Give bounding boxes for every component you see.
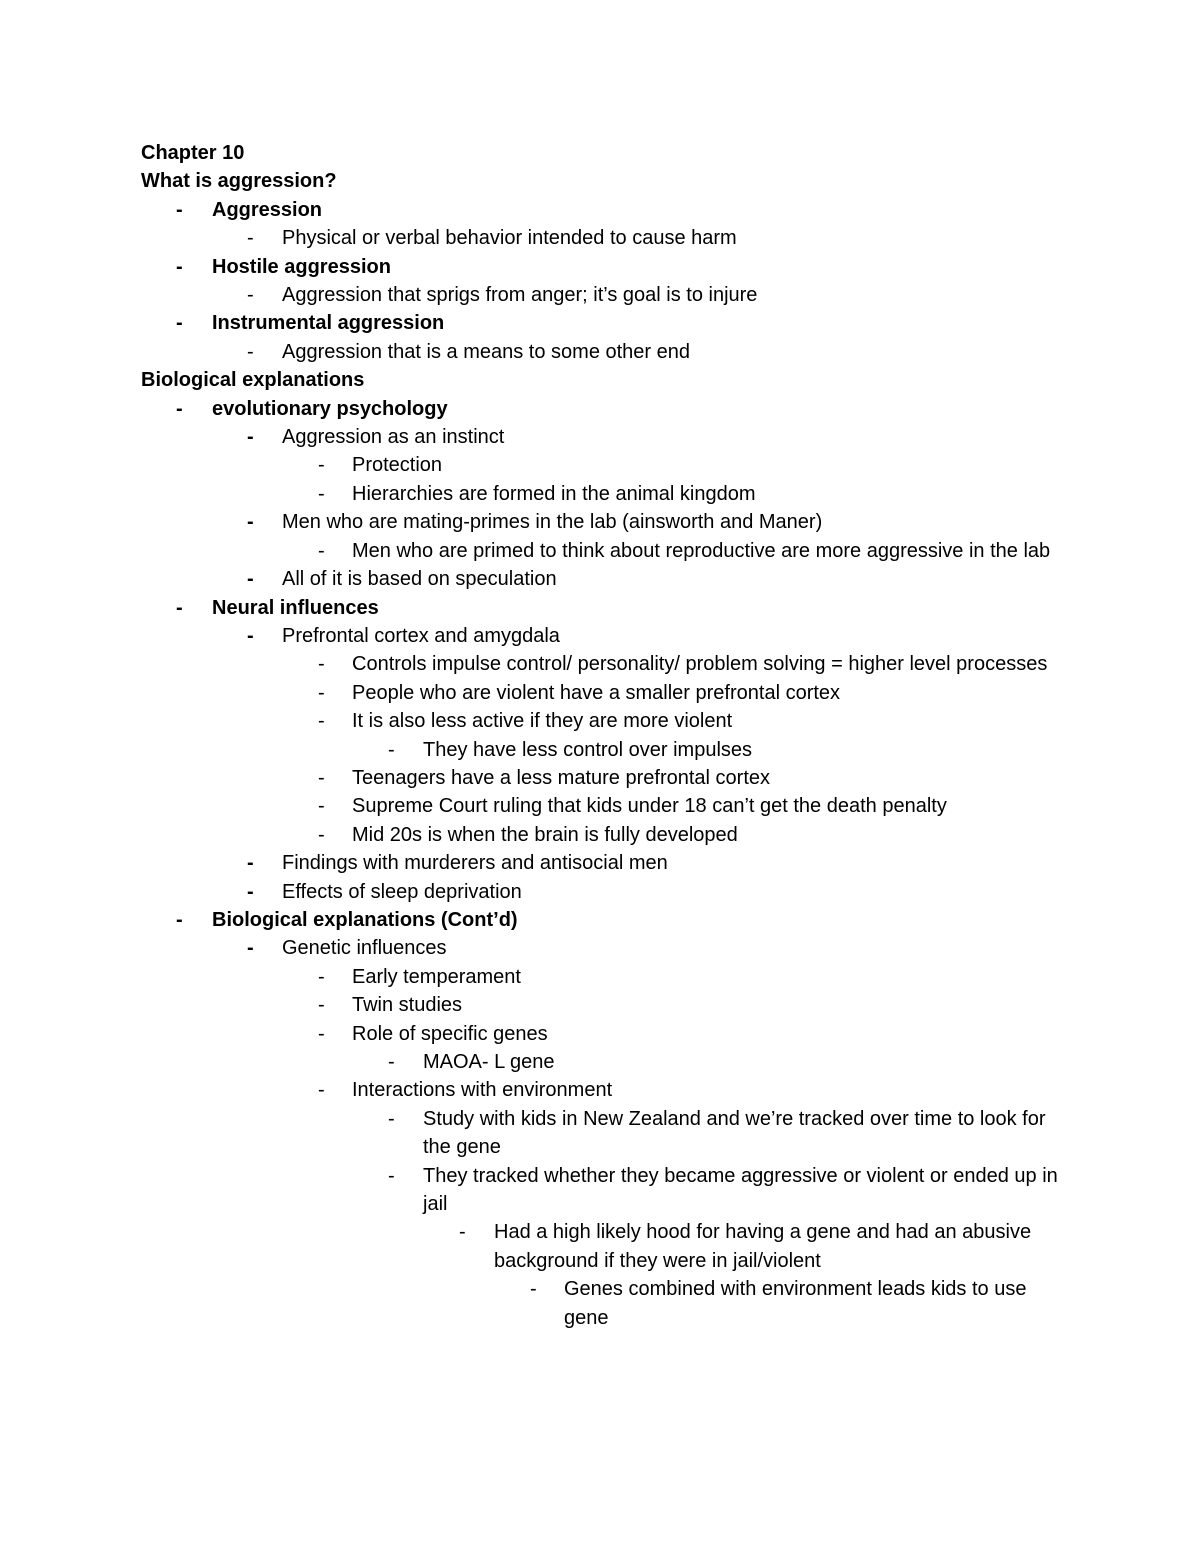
- line-text: Aggression that is a means to some other end: [282, 340, 691, 363]
- bullet-item-level-2: [141, 878, 1071, 906]
- line-text: Aggression that sprigs from anger; it’s goal is to injure: [282, 284, 758, 307]
- bullet-item-level-4: [141, 1162, 1071, 1219]
- bullet-dash: -: [247, 937, 254, 960]
- bullet-dash: -: [318, 1022, 325, 1045]
- line-text: Biological explanations (Cont’d): [212, 908, 518, 931]
- line-text: Early temperament: [352, 965, 521, 988]
- line-text: Hierarchies are formed in the animal kingdom: [352, 482, 756, 505]
- bullet-item-level-3: [141, 679, 1071, 707]
- bullet-dash: -: [247, 340, 254, 363]
- bullet-item-level-3: [141, 963, 1071, 991]
- bullet-dash: -: [247, 511, 254, 534]
- line-text: Mid 20s is when the brain is fully developed: [352, 823, 738, 846]
- bullet-dash: -: [388, 738, 395, 761]
- line-text: Supreme Court ruling that kids under 18 can’t get the death penalty: [352, 795, 947, 818]
- bullet-item-level-3: [141, 451, 1071, 479]
- heading-line: [141, 167, 1071, 195]
- bullet-dash: -: [247, 284, 254, 307]
- bullet-dash: -: [530, 1278, 537, 1301]
- bullet-item-level-1: [141, 906, 1071, 934]
- line-text: Aggression: [212, 198, 323, 221]
- bullet-item-level-2: [141, 338, 1071, 366]
- bullet-item-level-2: [141, 224, 1071, 252]
- heading-line: [141, 366, 1071, 394]
- line-text: Aggression as an instinct: [282, 426, 505, 449]
- line-text: Men who are mating-primes in the lab (ainsworth and Maner): [282, 511, 823, 534]
- bullet-dash: -: [176, 312, 183, 335]
- line-text: Hostile aggression: [212, 255, 391, 278]
- line-text: Biological explanations: [141, 369, 365, 392]
- line-text: Genes combined with environment leads kids to use gene: [564, 1278, 1027, 1329]
- line-text: Physical or verbal behavior intended to cause harm: [282, 227, 737, 250]
- bullet-item-level-1: [141, 594, 1071, 622]
- line-text: MAOA- L gene: [423, 1051, 555, 1073]
- bullet-item-level-3: [141, 707, 1071, 735]
- bullet-dash: -: [318, 994, 325, 1017]
- line-text: They tracked whether they became aggressive or violent or ended up in jail: [423, 1164, 1058, 1216]
- bullet-item-level-4: [141, 736, 1071, 764]
- notes-outline: [141, 139, 1071, 1332]
- bullet-item-level-3: [141, 650, 1071, 678]
- line-text: Twin studies: [352, 994, 463, 1017]
- line-text: Role of specific genes: [352, 1022, 548, 1045]
- line-text: Effects of sleep deprivation: [282, 880, 522, 903]
- bullet-item-level-5: [141, 1218, 1071, 1275]
- bullet-item-level-3: [141, 792, 1071, 820]
- bullet-item-level-2: [141, 281, 1071, 309]
- bullet-item-level-2: [141, 849, 1071, 877]
- bullet-dash: -: [318, 681, 325, 704]
- bullet-dash: -: [176, 255, 183, 278]
- bullet-item-level-3: [141, 537, 1071, 565]
- line-text: Prefrontal cortex and amygdala: [282, 624, 560, 647]
- bullet-item-level-3: [141, 764, 1071, 792]
- line-text: Had a high likely hood for having a gene and had an abusive background if they were in jail/violent: [494, 1221, 1032, 1272]
- bullet-item-level-1: [141, 309, 1071, 337]
- bullet-item-level-2: [141, 622, 1071, 650]
- line-text: People who are violent have a smaller prefrontal cortex: [352, 681, 841, 704]
- bullet-dash: -: [388, 1107, 395, 1130]
- bullet-item-level-1: [141, 253, 1071, 281]
- bullet-dash: -: [247, 852, 254, 875]
- bullet-item-level-2: [141, 423, 1071, 451]
- bullet-dash: -: [318, 482, 325, 505]
- bullet-dash: -: [388, 1051, 395, 1073]
- bullet-dash: -: [247, 624, 254, 647]
- bullet-item-level-2: [141, 565, 1071, 593]
- bullet-dash: -: [176, 198, 183, 221]
- bullet-dash: -: [318, 965, 325, 988]
- line-text: Instrumental aggression: [212, 312, 445, 335]
- line-text: Men who are primed to think about reproductive are more aggressive in the lab: [352, 539, 1051, 562]
- line-text: Chapter 10: [141, 142, 245, 164]
- bullet-dash: -: [318, 795, 325, 818]
- bullet-dash: -: [247, 568, 254, 591]
- bullet-dash: -: [388, 1164, 395, 1187]
- line-text: Neural influences: [212, 596, 379, 619]
- bullet-dash: -: [247, 426, 254, 449]
- bullet-item-level-2: [141, 508, 1071, 536]
- line-text: Protection: [352, 454, 443, 477]
- line-text: Interactions with environment: [352, 1079, 613, 1102]
- bullet-dash: -: [318, 539, 325, 562]
- bullet-item-level-3: [141, 1076, 1071, 1104]
- line-text: Genetic influences: [282, 937, 447, 960]
- line-text: What is aggression?: [141, 170, 337, 193]
- bullet-dash: -: [318, 766, 325, 789]
- bullet-item-level-3: [141, 480, 1071, 508]
- bullet-item-level-4: [141, 1048, 1071, 1076]
- heading-line: [141, 139, 1071, 167]
- line-text: It is also less active if they are more violent: [352, 710, 733, 733]
- bullet-item-level-3: [141, 1020, 1071, 1048]
- bullet-dash: -: [176, 397, 183, 420]
- line-text: They have less control over impulses: [423, 738, 753, 761]
- line-text: Findings with murderers and antisocial men: [282, 852, 668, 875]
- bullet-dash: -: [318, 823, 325, 846]
- bullet-item-level-2: [141, 934, 1071, 962]
- bullet-item-level-3: [141, 991, 1071, 1019]
- bullet-dash: -: [318, 454, 325, 477]
- bullet-dash: -: [176, 908, 183, 931]
- bullet-dash: -: [247, 227, 254, 250]
- line-text: Controls impulse control/ personality/ problem solving = higher level processes: [352, 653, 1048, 676]
- bullet-item-level-4: [141, 1105, 1071, 1162]
- bullet-item-level-1: [141, 196, 1071, 224]
- bullet-dash: -: [176, 596, 183, 619]
- bullet-dash: -: [318, 653, 325, 676]
- bullet-item-level-6: [141, 1275, 1071, 1332]
- bullet-dash: -: [247, 880, 254, 903]
- line-text: Teenagers have a less mature prefrontal cortex: [352, 766, 770, 789]
- line-text: Study with kids in New Zealand and we’re tracked over time to look for the gene: [423, 1107, 1046, 1159]
- line-text: All of it is based on speculation: [282, 568, 557, 591]
- line-text: evolutionary psychology: [212, 397, 448, 420]
- bullet-dash: -: [459, 1221, 466, 1244]
- bullet-dash: -: [318, 710, 325, 733]
- bullet-item-level-3: [141, 821, 1071, 849]
- bullet-dash: -: [318, 1079, 325, 1102]
- bullet-item-level-1: [141, 395, 1071, 423]
